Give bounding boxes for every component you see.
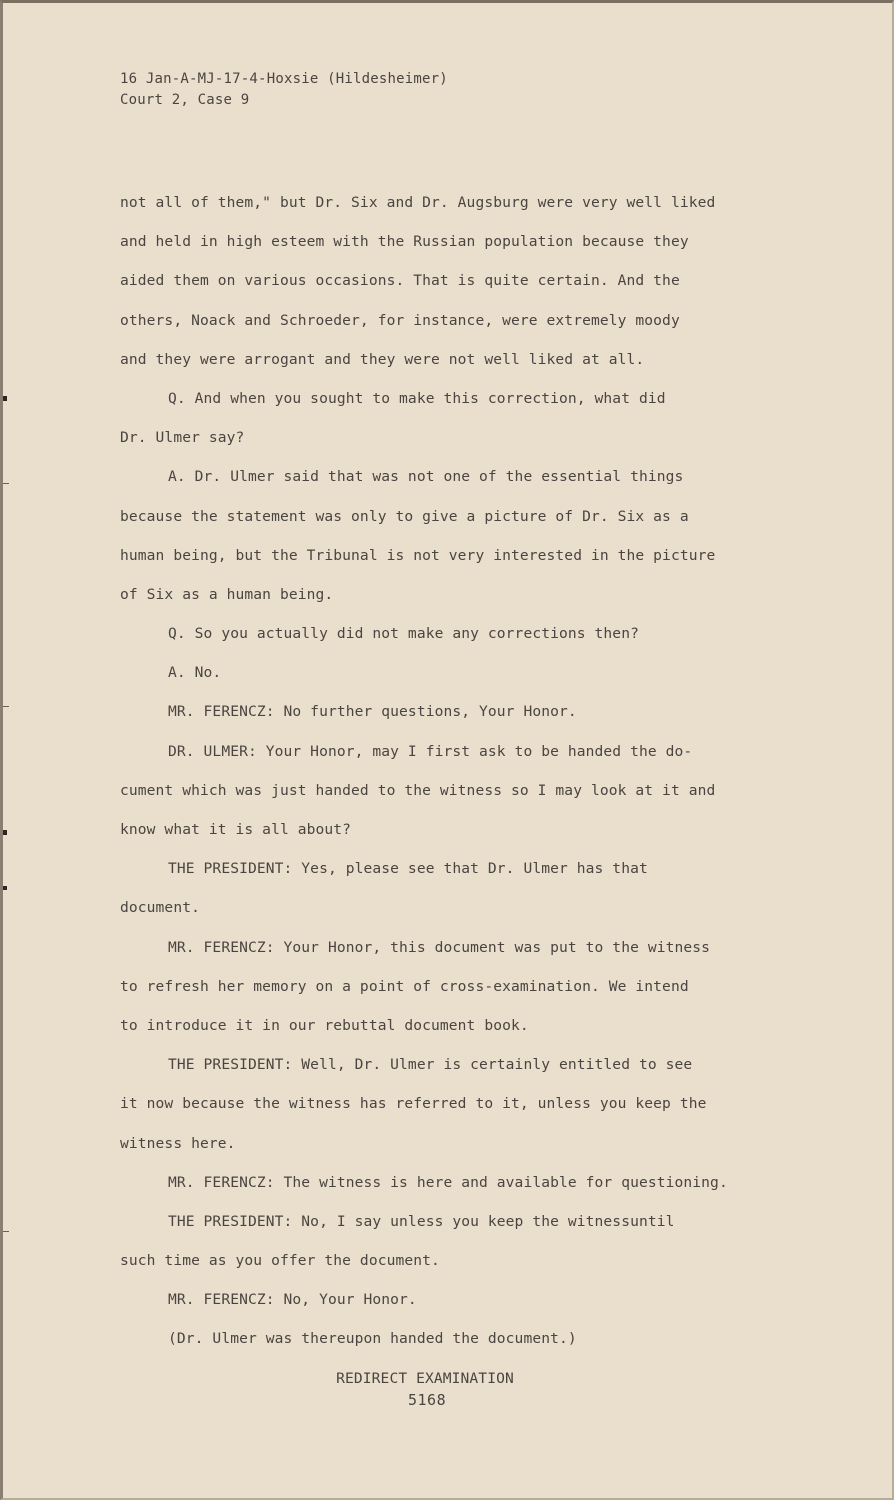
transcript-line: Q. And when you sought to make this correction, what did <box>168 389 666 407</box>
transcript-line: A. No. <box>168 664 222 682</box>
transcript-line: know what it is all about? <box>120 821 352 838</box>
margin-tick-mark <box>3 483 9 484</box>
transcript-line: (Dr. Ulmer was thereupon handed the document.) <box>168 1330 577 1348</box>
header-court-case: Court 2, Case 9 <box>120 92 250 108</box>
transcript-line: and they were arrogant and they were not well liked at all. <box>120 350 645 368</box>
transcript-line: DR. ULMER: Your Honor, may I first ask to be handed the do- <box>168 742 693 760</box>
transcript-line: it now because the witness has referred to it, unless you keep the <box>120 1095 707 1113</box>
transcript-line: human being, but the Tribunal is not very interested in the picture <box>120 546 716 564</box>
transcript-line: MR. FERENCZ: No, Your Honor. <box>168 1291 417 1309</box>
transcript-line: and held in high esteem with the Russian population because they <box>120 233 689 251</box>
transcript-line: not all of them," but Dr. Six and Dr. Augsburg were very well liked <box>120 194 716 211</box>
transcript-line: MR. FERENCZ: The witness is here and available for questioning. <box>168 1173 728 1191</box>
section-heading: REDIRECT EXAMINATION <box>336 1369 514 1387</box>
transcript-line: of Six as a human being. <box>120 585 334 603</box>
transcript-line: document. <box>120 899 200 917</box>
transcript-line: others, Noack and Schroeder, for instance, were extremely moody <box>120 311 680 329</box>
page-header <box>120 69 448 111</box>
transcript-line: witness here. <box>120 1134 236 1152</box>
transcript-line: Dr. Ulmer say? <box>120 429 245 447</box>
transcript-line: THE PRESIDENT: Yes, please see that Dr. Ulmer has that <box>168 860 648 878</box>
transcript-line: cument which was just handed to the witness so I may look at it and <box>120 781 716 799</box>
transcript-line: THE PRESIDENT: Well, Dr. Ulmer is certainly entitled to see <box>168 1056 693 1074</box>
transcript-line: aided them on various occasions. That is quite certain. And the <box>120 272 680 290</box>
transcript-line: THE PRESIDENT: No, I say unless you keep the witnessuntil <box>168 1212 675 1230</box>
binding-hole-mark <box>3 830 7 835</box>
transcript-body <box>120 183 820 1398</box>
header-reference: 16 Jan-A-MJ-17-4-Hoxsie (Hildesheimer) <box>120 71 448 87</box>
margin-tick-mark <box>3 1231 9 1232</box>
page-number: 5168 <box>408 1391 447 1409</box>
transcript-line: Q. So you actually did not make any corrections then? <box>168 625 639 643</box>
transcript-line: such time as you offer the document. <box>120 1252 440 1270</box>
transcript-line: MR. FERENCZ: No further questions, Your Honor. <box>168 703 577 721</box>
transcript-line: A. Dr. Ulmer said that was not one of the essential things <box>168 468 684 486</box>
transcript-line: to refresh her memory on a point of cross-examination. We intend <box>120 977 689 995</box>
transcript-line: MR. FERENCZ: Your Honor, this document was put to the witness <box>168 938 711 956</box>
transcript-line: because the statement was only to give a picture of Dr. Six as a <box>120 507 689 525</box>
binding-hole-mark <box>3 396 7 401</box>
transcript-line: to introduce it in our rebuttal document book. <box>120 1016 529 1034</box>
margin-tick-mark <box>3 706 9 707</box>
binding-hole-mark <box>3 886 7 890</box>
